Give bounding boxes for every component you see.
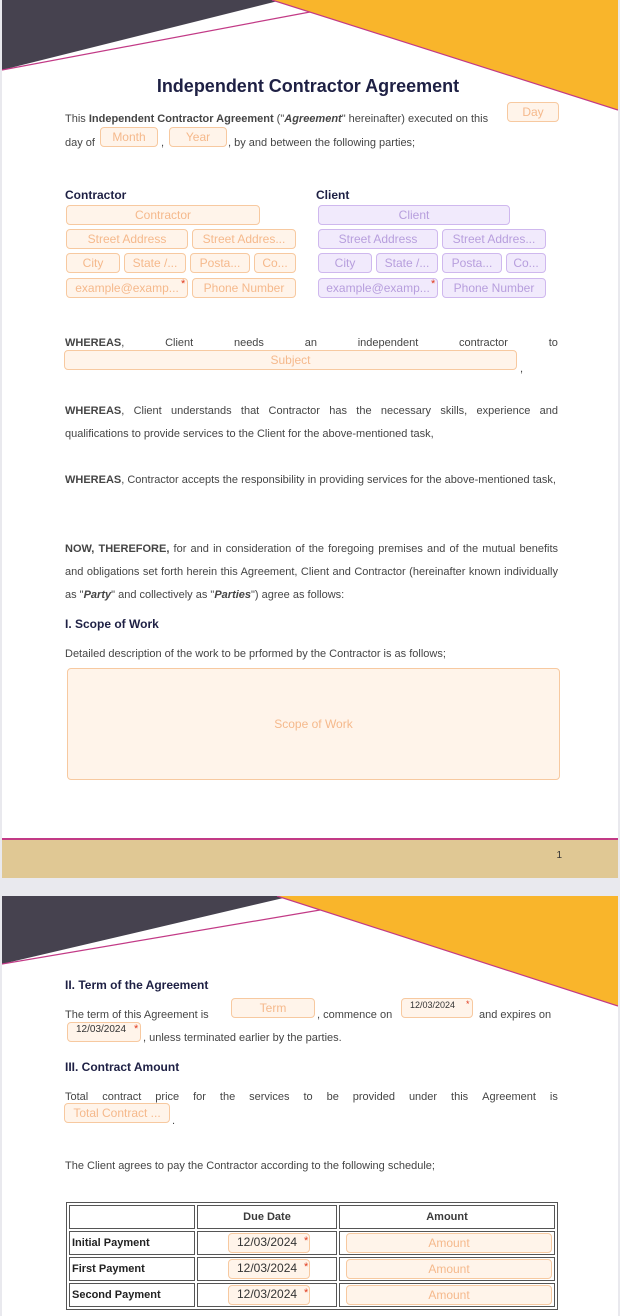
scope-heading: I. Scope of Work: [65, 617, 159, 631]
intro-text: " hereinafter) executed on this: [341, 113, 489, 125]
amount-word: contract: [102, 1091, 142, 1103]
whereas-1-word: needs: [233, 337, 264, 349]
required-mark: *: [304, 1235, 309, 1247]
amount-word: the: [219, 1091, 236, 1103]
due-date-cell: [197, 1257, 337, 1281]
client-name-field[interactable]: Client: [318, 205, 510, 225]
amount-word: Agreement: [482, 1091, 536, 1103]
table-row: [69, 1257, 555, 1281]
row-label: Initial Payment: [69, 1231, 195, 1255]
contractor-name-field[interactable]: Contractor: [66, 205, 260, 225]
total-contract-field[interactable]: Total Contract ...: [64, 1103, 170, 1123]
contractor-phone-field[interactable]: Phone Number: [192, 278, 296, 298]
due-date-cell: [197, 1283, 337, 1307]
whereas-1-word: contractor: [459, 337, 508, 349]
required-mark: *: [431, 278, 436, 290]
client-heading: Client: [316, 188, 350, 202]
schedule-intro: The Client agrees to pay the Contractor according to the following schedule;: [65, 1160, 435, 1172]
amount-word: services: [249, 1091, 290, 1103]
contractor-street1-field[interactable]: Street Address: [66, 229, 188, 249]
now-therefore-paragraph: [65, 538, 558, 607]
contractor-heading: Contractor: [65, 188, 127, 202]
required-mark: *: [304, 1287, 309, 1299]
amount-cell: [339, 1283, 555, 1307]
amount-word: to: [303, 1091, 313, 1103]
amount-word: is: [549, 1091, 558, 1103]
amount-heading: III. Contract Amount: [65, 1060, 180, 1074]
term-text-2: , commence on: [317, 1009, 393, 1021]
amount-cell: [339, 1257, 555, 1281]
now-therefore-text: ") agree as follows:: [251, 589, 345, 601]
amount-field[interactable]: Amount: [346, 1259, 552, 1279]
whereas-keyword: WHEREAS: [65, 337, 122, 349]
due-date-field[interactable]: 12/03/2024: [228, 1285, 310, 1305]
row-label: Second Payment: [69, 1283, 195, 1307]
parties-term: Parties: [214, 589, 252, 601]
payment-schedule-table: [66, 1202, 558, 1310]
required-mark: *: [304, 1261, 309, 1273]
due-date-cell: [197, 1231, 337, 1255]
now-therefore-keyword: NOW, THEREFORE,: [65, 543, 170, 555]
whereas-3-paragraph: [65, 469, 558, 492]
amount-word: be: [326, 1091, 339, 1103]
expire-date-field[interactable]: 12/03/2024: [67, 1022, 141, 1042]
contractor-email-field[interactable]: example@examp...: [66, 278, 188, 298]
whereas-keyword: WHEREAS: [65, 474, 122, 486]
whereas-1-word: an: [304, 337, 317, 349]
due-date-field[interactable]: 12/03/2024: [228, 1259, 310, 1279]
contractor-state-field[interactable]: State /...: [124, 253, 186, 273]
whereas-2-paragraph: [65, 400, 558, 446]
year-field[interactable]: Year: [169, 127, 227, 147]
amount-cell: [339, 1231, 555, 1255]
client-country-field[interactable]: Co...: [506, 253, 546, 273]
whereas-comma: ,: [121, 337, 125, 349]
table-row: [69, 1231, 555, 1255]
intro-agreement-name: Independent Contractor Agreement: [88, 113, 274, 125]
amount-word: provided: [352, 1091, 395, 1103]
amount-word: this: [451, 1091, 469, 1103]
amount-word: for: [193, 1091, 206, 1103]
client-state-field[interactable]: State /...: [376, 253, 438, 273]
amount-word: price: [155, 1091, 180, 1103]
client-phone-field[interactable]: Phone Number: [442, 278, 546, 298]
whereas-1-word: Client: [165, 337, 194, 349]
required-mark: *: [134, 1023, 139, 1035]
client-street2-field[interactable]: Street Addres...: [442, 229, 546, 249]
whereas-1-lead: [65, 335, 124, 351]
term-text-1: The term of this Agreement is: [65, 1009, 209, 1021]
term-text-3: and expires on: [479, 1009, 552, 1021]
document-title: Independent Contractor Agreement: [156, 76, 460, 96]
intro-text: This: [65, 113, 89, 125]
scope-description: Detailed description of the work to be prformed by the Contractor is as follows;: [65, 648, 446, 660]
intro-line-1: [65, 111, 505, 127]
amount-word: under: [408, 1091, 438, 1103]
scope-of-work-field[interactable]: Scope of Work: [67, 668, 560, 780]
month-field[interactable]: Month: [100, 127, 158, 147]
whereas-keyword: WHEREAS: [65, 405, 122, 417]
table-header-amount: Amount: [339, 1205, 555, 1229]
now-therefore-text: " and collectively as ": [111, 589, 215, 601]
whereas-2-text: , Client understands that Contractor has the necessary skills, experience and qualifications to provide services to the Client for the above-mentioned task,: [65, 405, 558, 440]
term-text-4: , unless terminated earlier by the parties.: [143, 1032, 342, 1044]
required-mark: *: [181, 278, 186, 290]
party-term: Party: [83, 589, 112, 601]
term-heading: II. Term of the Agreement: [65, 978, 209, 992]
whereas-1-end: ,: [520, 363, 524, 375]
client-city-field[interactable]: City: [318, 253, 372, 273]
amount-period: .: [172, 1115, 176, 1127]
intro-text: (": [273, 113, 285, 125]
table-header-due-date: Due Date: [197, 1205, 337, 1229]
amount-field[interactable]: Amount: [346, 1285, 552, 1305]
client-email-field[interactable]: example@examp...: [318, 278, 438, 298]
intro-comma: ,: [161, 137, 165, 149]
whereas-3-text: , Contractor accepts the responsibility in providing services for the above-mentioned task,: [121, 474, 556, 486]
contractor-country-field[interactable]: Co...: [254, 253, 296, 273]
table-row: [69, 1283, 555, 1307]
table-header-blank: [69, 1205, 195, 1229]
page-footer: [2, 838, 618, 878]
now-therefore-text: for and in consideration of the foregoing premises and of the mutual benefits and obligations set forth herein this Agreement, Client and Contractor (hereinafter known individually as ": [65, 543, 558, 601]
day-field[interactable]: Day: [507, 102, 559, 122]
client-postal-field[interactable]: Posta...: [442, 253, 502, 273]
amount-word: Total: [65, 1091, 89, 1103]
table-header-row: [69, 1205, 555, 1229]
due-date-field[interactable]: 12/03/2024: [228, 1233, 310, 1253]
contractor-postal-field[interactable]: Posta...: [190, 253, 250, 273]
whereas-1-word: to: [548, 337, 558, 349]
intro-day-of: day of: [65, 137, 95, 149]
subject-field[interactable]: Subject: [64, 350, 517, 370]
whereas-1-word: independent: [357, 337, 419, 349]
client-street1-field[interactable]: Street Address: [318, 229, 438, 249]
contractor-city-field[interactable]: City: [66, 253, 120, 273]
row-label: First Payment: [69, 1257, 195, 1281]
required-mark: *: [466, 999, 470, 1009]
commence-date-field[interactable]: 12/03/2024: [401, 998, 473, 1018]
amount-field[interactable]: Amount: [346, 1233, 552, 1253]
intro-agreement-term: Agreement: [284, 113, 342, 125]
whereas-1-line: [65, 335, 558, 351]
intro-parties-text: , by and between the following parties;: [228, 137, 416, 149]
contractor-street2-field[interactable]: Street Addres...: [192, 229, 296, 249]
term-field[interactable]: Term: [231, 998, 315, 1018]
page-number: 1: [556, 850, 562, 861]
